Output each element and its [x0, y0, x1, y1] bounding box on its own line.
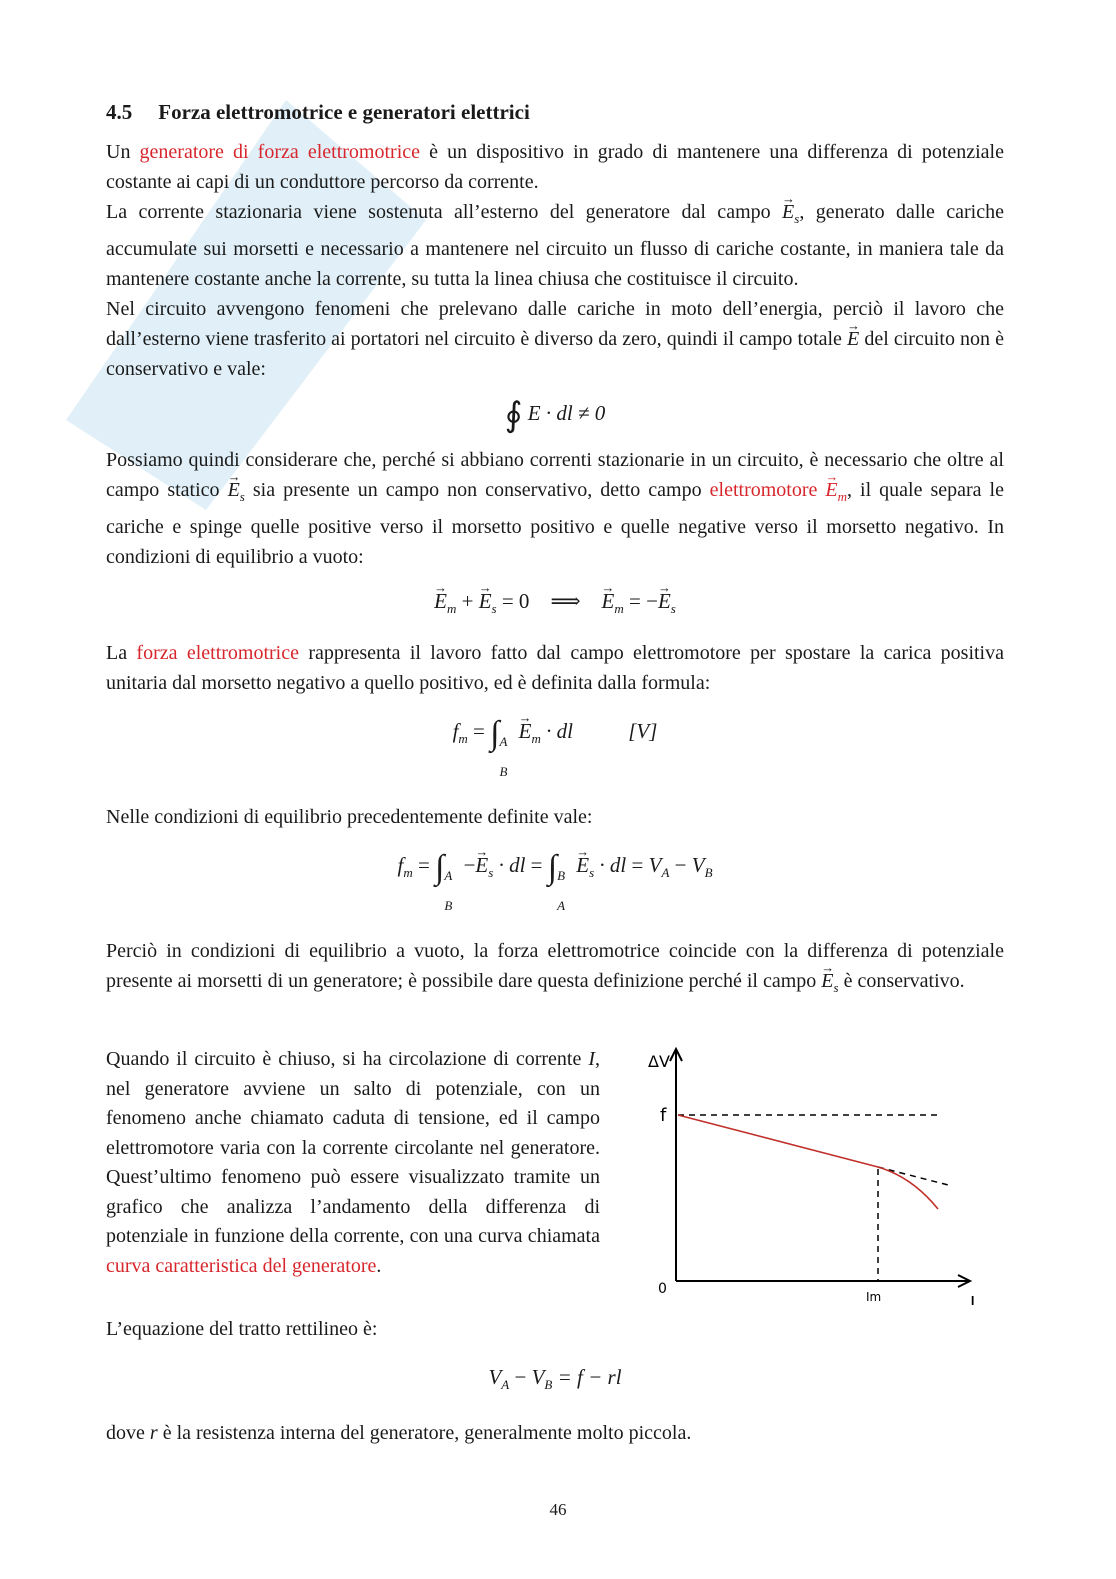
operator: −: [669, 853, 692, 878]
equation-emf-equilibrium: [106, 850, 1004, 914]
differential: · dl: [493, 853, 526, 878]
saturation-curve: [878, 1167, 938, 1209]
vector-symbol: → E: [519, 716, 532, 746]
subscript: m: [458, 731, 468, 747]
symbol: f: [452, 719, 459, 744]
vector-symbol: → E: [479, 586, 492, 616]
section-title: Forza elettromotrice e generatori elettrici: [158, 100, 530, 124]
subscript: m: [614, 601, 624, 617]
vector-symbol: → E: [782, 197, 794, 227]
operator: =: [626, 853, 649, 878]
lower-limit: B: [444, 898, 453, 914]
upper-limit: B: [557, 868, 566, 884]
equation-emf-definition: [106, 716, 1004, 780]
lower-limit: A: [557, 898, 566, 914]
text: è conservativo.: [838, 970, 965, 993]
integral-sign: ∫: [435, 849, 445, 887]
paragraph-2: [106, 197, 1004, 294]
section-heading: [106, 100, 1004, 125]
text: Perciò in condizioni di equilibrio a vuoto, la forza elettromotrice coincide con la differenza di potenziale presente ai morsetti di un generatore; è possibile dare questa definizione perché il campo: [106, 940, 1004, 993]
subscript: s: [491, 601, 497, 617]
symbol: r: [149, 1422, 158, 1445]
text: del circuito non è conservativo e vale:: [106, 328, 1004, 380]
linear-extension: [878, 1167, 952, 1186]
unit-label: [V]: [628, 719, 658, 744]
operator: =: [467, 719, 491, 744]
differential: · dl: [540, 719, 573, 744]
vector-symbol: → E: [821, 966, 833, 996]
highlight-term: curva caratteristica del generatore: [106, 1254, 377, 1277]
text: , generato dalle cariche accumulate sui morsetti e necessario a mantenere nel circuito un flusso di cariche costante, in maniera tale da mantenere costante anche la corrente, su tutta la linea chiusa che costituisce il circuito.: [106, 201, 1004, 290]
differential: · dl: [594, 853, 627, 878]
equation-body: E · dl ≠ 0: [527, 401, 606, 425]
subscript: s: [670, 601, 676, 617]
page-body: [106, 100, 1004, 1448]
subscript: s: [589, 865, 595, 881]
integral-sign: ∫: [490, 715, 500, 753]
subscript: A: [501, 1377, 510, 1393]
section-number: 4.5: [106, 100, 133, 124]
operator: −: [463, 853, 476, 878]
vector-symbol: → E: [475, 850, 488, 880]
symbol: V: [691, 853, 705, 878]
subscript: s: [239, 489, 245, 504]
subscript: m: [403, 865, 413, 881]
paragraph-4: [106, 445, 1004, 572]
upper-limit: A: [499, 734, 508, 750]
origin-label: 0: [658, 1281, 667, 1298]
operator: +: [456, 589, 479, 613]
paragraph-5: [106, 638, 1004, 698]
implies-symbol: ⟹: [550, 589, 581, 613]
text: è la resistenza interna del generatore, generalmente molto piccola.: [157, 1422, 692, 1445]
operator: = 0: [496, 589, 530, 613]
text: dove: [106, 1422, 150, 1445]
subscript: B: [704, 865, 713, 881]
vector-symbol: → E: [658, 586, 671, 616]
page-number: 46: [549, 1500, 567, 1519]
equation-circulation: [106, 397, 1004, 434]
subscript: m: [446, 601, 457, 617]
text: , nel generatore avviene un salto di potenziale, con un fenomeno anche chiamato caduta di tensione, ed il campo elettromotore varia con la corrente circolante nel generatore. Quest’ultimo fenomeno può essere visualizzato tramite un grafico che analizza l’andamento della differenza di potenziale in funzione della corrente, con una curva chiamata: [106, 1048, 600, 1248]
equation-equilibrium: [106, 586, 1004, 624]
text: Nel circuito avvengono fenomeni che prelevano dalle cariche in moto dell’energia, perciò il lavoro che dall’esterno viene trasferito ai portatori nel circuito è diverso da zero, quindi il campo totale: [106, 298, 1004, 350]
vector-symbol: → E: [576, 850, 589, 880]
subscript: s: [833, 980, 839, 996]
vector-symbol: → E: [825, 475, 837, 505]
contour-integral-sign: ∮: [504, 397, 523, 434]
symbol: V: [488, 1365, 502, 1390]
characteristic-curve-figure: [600, 1045, 1004, 1310]
figure-text-column: [106, 1045, 600, 1310]
operator: = −: [623, 589, 658, 613]
highlight-term: forza elettromotrice: [136, 642, 299, 665]
vector-symbol: → E: [602, 586, 615, 616]
y-axis-label: ΔV: [648, 1052, 670, 1072]
vector-symbol: → E: [228, 475, 240, 505]
operator: =: [412, 853, 436, 878]
paragraph-10: [106, 1418, 1004, 1448]
text: La: [106, 642, 137, 665]
paragraph-1: [106, 137, 1004, 197]
paragraph-8: [106, 1045, 600, 1281]
subscript: B: [544, 1377, 553, 1393]
paragraph-6: Nelle condizioni di equilibrio precedentemente definite vale:: [106, 806, 593, 829]
equation-linear-segment: [106, 1362, 1004, 1400]
upper-limit: A: [444, 868, 453, 884]
x-axis-label: I: [970, 1293, 976, 1306]
paragraph-9: L’equazione del tratto rettilineo è:: [106, 1318, 378, 1341]
text: , il quale separa le cariche e spinge quelle positive verso il morsetto positivo e quelle negative verso il morsetto negativo. In condizioni di equilibrio a vuoto:: [106, 479, 1004, 568]
symbol: f: [397, 853, 404, 878]
figure-row: [106, 1045, 1004, 1310]
text: è un dispositivo in grado di mantenere una differenza di potenziale costante ai capi di un conduttore percorso da corrente.: [106, 141, 1004, 193]
text: Possiamo quindi considerare che, perché si abbiano correnti stazionarie in un circuito, è necessario che oltre al campo statico: [106, 449, 1004, 501]
text: rappresenta il lavoro fatto dal campo elettromotore per spostare la carica positiva unitaria dal morsetto negativo a quello positivo, ed è definita dalla formula:: [106, 642, 1004, 695]
symbol: I: [588, 1048, 595, 1071]
integral-sign: ∫: [547, 849, 558, 887]
symbol: V: [531, 1365, 545, 1390]
linear-segment: [678, 1115, 878, 1167]
text: Un: [106, 141, 140, 163]
paragraph-7: [106, 936, 1004, 1003]
vector-symbol: → E: [847, 324, 859, 354]
symbol: V: [648, 853, 662, 878]
text: La corrente stazionaria viene sostenuta all’esterno del generatore dal campo: [106, 201, 783, 223]
characteristic-curve-plot: [600, 1045, 1004, 1305]
lower-limit: B: [499, 764, 508, 780]
subscript: s: [488, 865, 494, 881]
vector-symbol: → E: [434, 586, 447, 616]
operator: =: [525, 853, 548, 878]
highlight-term: elettromotore: [709, 479, 826, 501]
paragraph-3: [106, 294, 1004, 384]
f-label: f: [660, 1105, 667, 1127]
operator: −: [509, 1365, 532, 1390]
text: .: [376, 1254, 382, 1277]
subscript: m: [837, 489, 847, 504]
text: sia presente un campo non conservativo, detto campo: [244, 479, 710, 501]
subscript: m: [531, 731, 541, 747]
subscript: A: [661, 865, 670, 881]
subscript: s: [794, 211, 800, 226]
text: Quando il circuito è chiuso, si ha circolazione di corrente: [106, 1048, 589, 1071]
equation-rhs: = f − rl: [552, 1365, 622, 1390]
highlight-term: generatore di forza elettromotrice: [139, 141, 421, 163]
im-label: Im: [866, 1290, 882, 1305]
